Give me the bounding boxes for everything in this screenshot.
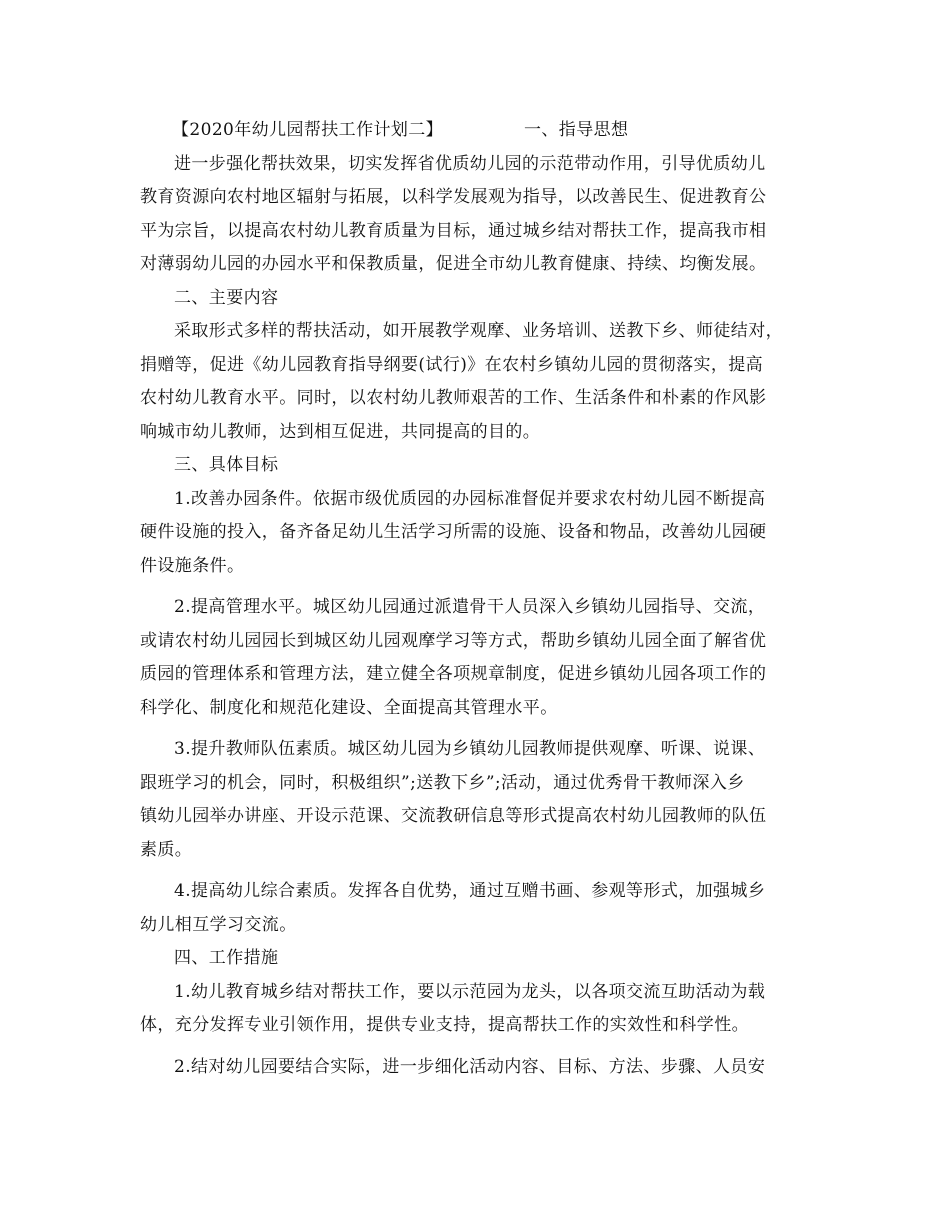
text-line: 1.改善办园条件。依据市级优质园的办园标准督促并要求农村幼儿园不断提高: [174, 488, 766, 509]
document-title: 【2020年幼儿园帮扶工作计划二】: [172, 120, 444, 140]
document-page: [140, 114, 824, 1084]
paragraph-gap: [140, 867, 824, 875]
text-line: 3.提升教师队伍素质。城区幼儿园为乡镇幼儿园教师提供观摩、听课、说课、: [174, 739, 766, 759]
text-line: 2.结对幼儿园要结合实际，进一步细化活动内容、目标、方法、步骤、人员安: [174, 1056, 766, 1077]
section-heading-main-content: 二、主要内容: [174, 287, 279, 308]
text-line: 平为宗旨，以提高农村幼儿教育质量为目标，通过城乡结对帮扶工作，提高我市相: [140, 220, 767, 241]
text-line: 硬件设施的投入，备齐备足幼儿生活学习所需的设施、设备和物品，改善幼儿园硬: [140, 522, 767, 542]
text-line: 素质。: [140, 839, 193, 860]
paragraph-guiding-thought: [140, 148, 824, 282]
paragraph-gap: [140, 1043, 824, 1051]
text-line: 或请农村幼儿园园长到城区幼儿园观摩学习等方式，帮助乡镇幼儿园全面了解省优: [140, 630, 767, 651]
section-heading-specific-goals: 三、具体目标: [174, 455, 279, 475]
text-line: 采取形式多样的帮扶活动，如开展教学观摩、业务培训、送教下乡、师徒结对，: [174, 321, 783, 341]
text-line: 幼儿相互学习交流。: [140, 914, 297, 935]
text-line: 1.幼儿教育城乡结对帮扶工作，要以示范园为龙头，以各项交流互助活动为载: [174, 981, 766, 1002]
goal-item-4: [140, 875, 824, 942]
section-heading-guiding-thought: 一、指导思想: [524, 120, 629, 140]
paragraph-gap: [140, 725, 824, 733]
text-line: 4.提高幼儿综合素质。发挥各自优势，通过互赠书画、参观等形式，加强城乡: [174, 881, 766, 901]
measure-item-1: [140, 976, 824, 1043]
text-line: 捐赠等，促进《幼儿园教育指导纲要(试行)》在农村乡镇幼儿园的贯彻落实，提高: [140, 354, 764, 375]
goal-item-2: [140, 591, 824, 725]
text-line: 教育资源向农村地区辐射与拓展，以科学发展观为指导，以改善民生、促进教育公: [140, 187, 767, 207]
text-line: 科学化、制度化和规范化建设、全面提高其管理水平。: [140, 697, 558, 718]
paragraph-gap: [140, 583, 824, 591]
goal-item-3: [140, 733, 824, 867]
paragraph-main-content: [140, 315, 824, 449]
text-line: 响城市幼儿教师，达到相互促进，共同提高的目的。: [140, 421, 541, 442]
text-line: 农村幼儿教育水平。同时，以农村幼儿教师艰苦的工作、生活条件和朴素的作风影: [140, 388, 767, 408]
text-line: 进一步强化帮扶效果，切实发挥省优质幼儿园的示范带动作用，引导优质幼儿: [174, 153, 766, 174]
measure-item-2: [140, 1051, 824, 1085]
text-line: 对薄弱幼儿园的办园水平和保教质量，促进全市幼儿教育健康、持续、均衡发展。: [140, 254, 767, 274]
goal-item-1: [140, 483, 824, 584]
text-line: 质园的管理体系和管理方法，建立健全各项规章制度，促进乡镇幼儿园各项工作的: [140, 664, 767, 684]
text-line: 体，充分发挥专业引领作用，提供专业支持，提高帮扶工作的实效性和科学性。: [140, 1015, 749, 1035]
text-line: 2.提高管理水平。城区幼儿园通过派遣骨干人员深入乡镇幼儿园指导、交流，: [174, 597, 766, 617]
text-line: 跟班学习的机会，同时，积极组织”;送教下乡”;活动，通过优秀骨干教师深入乡: [140, 772, 745, 793]
document-title-line: [140, 114, 824, 148]
section-heading-work-measures: 四、工作措施: [174, 948, 279, 968]
text-line: 件设施条件。: [140, 555, 245, 576]
text-line: 镇幼儿园举办讲座、开设示范课、交流教研信息等形式提高农村幼儿园教师的队伍: [140, 806, 767, 826]
